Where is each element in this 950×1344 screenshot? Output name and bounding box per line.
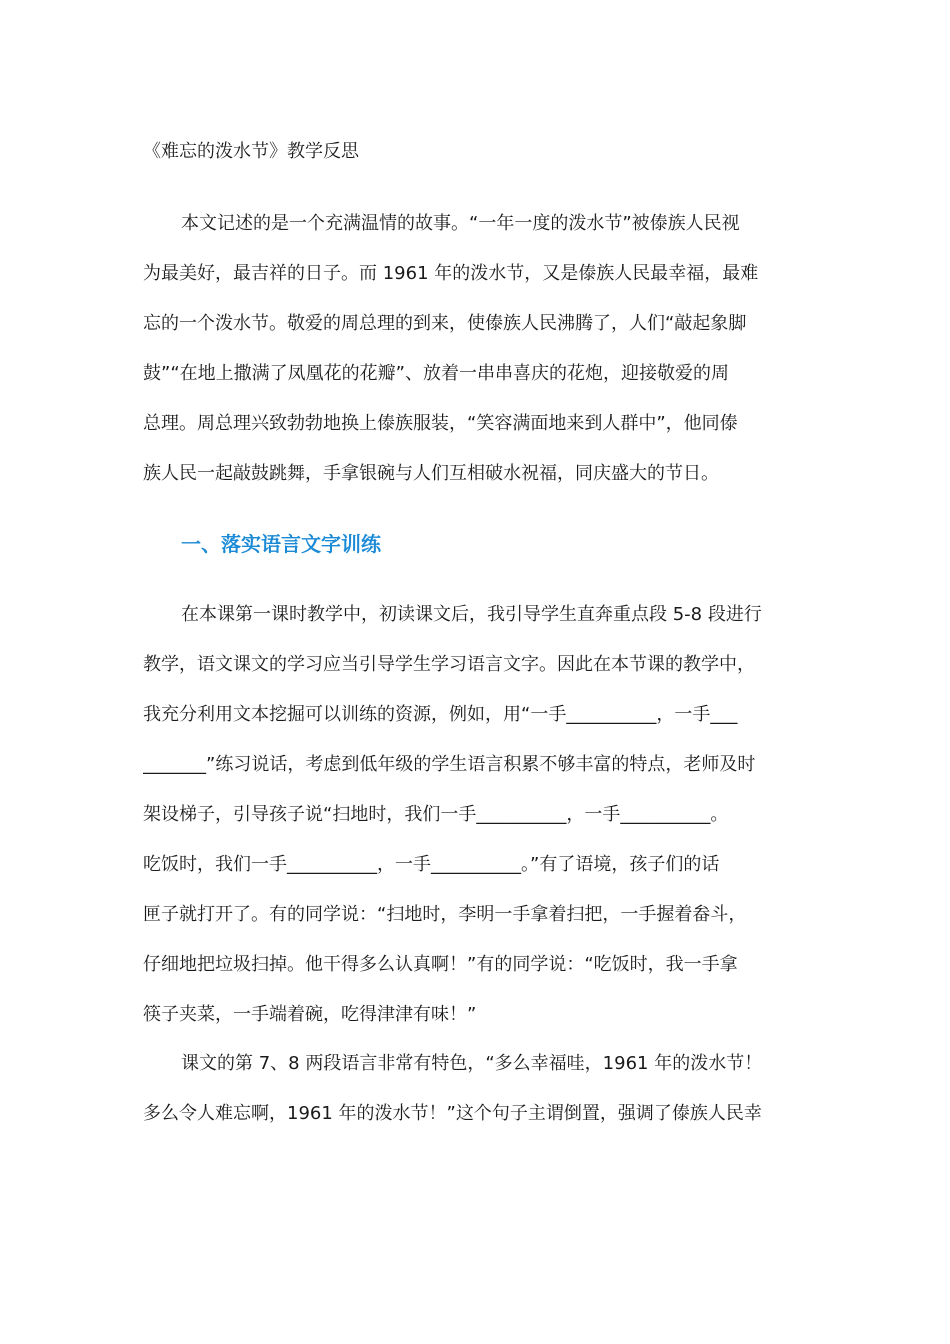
- paragraph-line: 忘的一个泼水节。敬爱的周总理的到来，使傣族人民沸腾了，人们“敲起象脚: [143, 313, 747, 334]
- paragraph-line: 教学，语文课文的学习应当引导学生学习语言文字。因此在本节课的教学中，: [143, 654, 755, 675]
- paragraph-line: 仔细地把垃圾扫掉。他干得多么认真啊！”有的同学说：“吃饭时，我一手拿: [143, 954, 738, 975]
- paragraph-line: 吃饭时，我们一手__________，一手__________。”有了语境，孩子们的话: [143, 854, 720, 875]
- section-paragraph-2: [143, 1039, 823, 1139]
- paragraph-line: 本文记述的是一个充满温情的故事。“一年一度的泼水节”被傣族人民视: [181, 213, 740, 234]
- paragraph-line: _______”练习说话，考虑到低年级的学生语言积累不够丰富的特点，老师及时: [143, 754, 756, 775]
- paragraph-line: 族人民一起敲鼓跳舞，手拿银碗与人们互相破水祝福，同庆盛大的节日。: [143, 463, 719, 484]
- paragraph-line: 我充分利用文本挖掘可以训练的资源，例如，用“一手__________，一手___: [143, 704, 738, 725]
- paragraph-line: 课文的第 7、8 两段语言非常有特色，“多么幸福哇，1961 年的泼水节！: [181, 1053, 763, 1074]
- section-heading: 一、落实语言文字训练: [181, 532, 381, 556]
- paragraph-line: 多么令人难忘啊，1961 年的泼水节！”这个句子主谓倒置，强调了傣族人民幸: [143, 1103, 762, 1124]
- paragraph-line: 鼓”“在地上撒满了凤凰花的花瓣”、放着一串串喜庆的花炮，迎接敬爱的周: [143, 363, 729, 384]
- paragraph-line: 匣子就打开了。有的同学说：“扫地时，李明一手拿着扫把，一手握着畚斗，: [143, 904, 747, 925]
- paragraph-line: 总理。周总理兴致勃勃地换上傣族服装，“笑容满面地来到人群中”，他同傣: [143, 413, 738, 434]
- intro-paragraph: [143, 199, 823, 499]
- paragraph-line: 架设梯子，引导孩子说“扫地时，我们一手__________，一手__________。: [143, 804, 729, 825]
- paragraph-line: 在本课第一课时教学中，初读课文后，我引导学生直奔重点段 5-8 段进行: [181, 604, 762, 625]
- document-title: 《难忘的泼水节》教学反思: [143, 141, 359, 162]
- paragraph-line: 筷子夹菜，一手端着碗，吃得津津有味！”: [143, 1004, 477, 1025]
- paragraph-line: 为最美好，最吉祥的日子。而 1961 年的泼水节，又是傣族人民最幸福，最难: [143, 263, 759, 284]
- section-paragraph-1: [143, 590, 823, 1040]
